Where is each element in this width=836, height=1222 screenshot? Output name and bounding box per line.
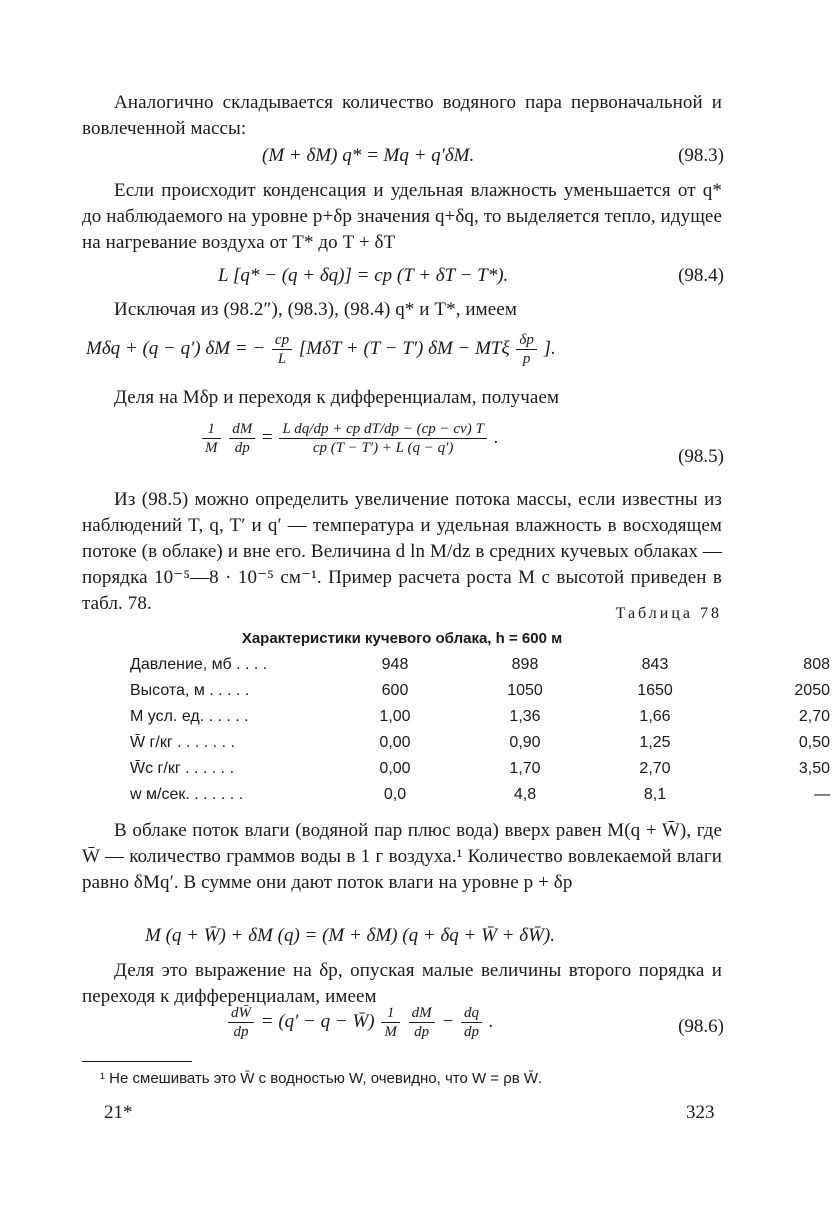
- fraction-numerator: dM: [229, 420, 255, 439]
- equation-98-6: [226, 1004, 493, 1041]
- table-cell: 0,90: [509, 734, 541, 751]
- fraction-denominator: p: [522, 351, 531, 367]
- table-cell: 0,00: [379, 734, 411, 751]
- paragraph-2: Если происходит конденсация и удельная влажность уменьшается от q* до наблюдаемого на уровне p+δp значения q+δq, то выделяется тепло, идущее на нагревание воздуха от T* до T + δT: [82, 180, 722, 253]
- fraction-one-over-M: [202, 420, 221, 457]
- equation-98-3: (M + δM) q* = Mq + q′δM.: [262, 145, 475, 166]
- equation-number-98-5: (98.5): [678, 446, 724, 467]
- table-cell: 4,8: [513, 786, 537, 803]
- table-row: [130, 652, 830, 678]
- row-label: W̄ г/кг . . . . . . .: [130, 734, 235, 751]
- page-number: 323: [686, 1102, 715, 1123]
- signature-mark: 21*: [104, 1102, 133, 1123]
- table-row: [130, 782, 830, 808]
- table-cell: 1,70: [509, 760, 541, 777]
- equation-part: ].: [543, 337, 556, 359]
- fraction-numerator: cp: [272, 331, 292, 350]
- table-cell: 843: [641, 656, 669, 673]
- equation-part: [MδT + (T − T′) δM − MTξ: [298, 337, 510, 359]
- paragraph-6: В облаке поток влаги (водяной пар плюс вода) вверх равен M(q + W̄), где W̄ — количество граммов воды в 1 г воздуха.¹ Количество вовлекаемой влаги равно δMq′. В сумме они дают поток влаги на уровне p + δp: [82, 820, 722, 893]
- row-label: W̄c г/кг . . . . . .: [130, 760, 235, 777]
- paragraph-1: Аналогично складывается количество водяного пара первоначальной и вовлеченной массы:: [82, 92, 722, 139]
- equation-number-98-3: (98.3): [678, 145, 724, 166]
- table-cell: 808: [803, 656, 830, 673]
- paragraph-4: Деля на Mδp и переходя к дифференциалам, получаем: [114, 387, 560, 408]
- fraction-denominator: dp: [233, 1024, 249, 1040]
- table-cell: 2050: [794, 682, 830, 699]
- table-cell: 1,00: [379, 708, 411, 725]
- table-cell: 0,0: [383, 786, 407, 803]
- equation-part: = (q′ − q − W̄): [260, 1010, 375, 1032]
- table-cell: 1050: [507, 682, 543, 699]
- table-row: [130, 756, 830, 782]
- fraction-numerator: δp: [516, 331, 536, 350]
- fraction-denominator: dp: [463, 1024, 479, 1040]
- fraction-main: [279, 420, 486, 457]
- footnote-rule: [82, 1061, 192, 1062]
- cloud-characteristics-table: [130, 652, 830, 808]
- table-cell: 898: [511, 656, 539, 673]
- table-cell: 1,36: [509, 708, 541, 725]
- table-row: [130, 730, 830, 756]
- fraction-denominator: L: [277, 351, 287, 367]
- fraction-denominator: M: [384, 1024, 397, 1040]
- equation-intermediate: [86, 331, 556, 368]
- table-cell: 1650: [637, 682, 673, 699]
- equation-number-98-6: (98.6): [678, 1016, 724, 1037]
- table-cell: 600: [381, 682, 409, 699]
- paragraph-5: Из (98.5) можно определить увеличение потока массы, если известны из наблюдений T, q, T′ и q′ — температура и удельная влажность в восходящем потоке (в облаке) и вне его. Величина d ln M/dz в средних кучевых облаках — порядка 10⁻⁵—8 · 10⁻⁵ см⁻¹. Пример расчета роста M с высотой приведен в табл. 78.: [82, 489, 722, 614]
- fraction-one-over-M: [381, 1004, 400, 1041]
- fraction-dW-over-dp: [228, 1004, 254, 1041]
- equation-part: −: [441, 1010, 455, 1032]
- fraction-cp-over-L: [272, 331, 292, 368]
- equation-number-98-4: (98.4): [678, 265, 724, 286]
- row-label: Давление, мб . . . .: [130, 656, 268, 673]
- table-cell: 0,00: [379, 760, 411, 777]
- table-cell: 2,70: [798, 708, 830, 725]
- fraction-dM-over-dp: [409, 1004, 435, 1041]
- row-label: w м/сек. . . . . . .: [130, 786, 244, 803]
- equation-part: Mδq + (q − q′) δM = −: [86, 337, 266, 359]
- table-cell: 948: [381, 656, 409, 673]
- fraction-dM-over-dp: [229, 420, 255, 457]
- fraction-numerator: 1: [202, 420, 221, 439]
- table-caption: Таблица 78: [615, 605, 722, 622]
- table-row: [130, 678, 830, 704]
- equation-moisture-flux: M (q + W̄) + δM (q) = (M + δM) (q + δq + W̄ + δW̄).: [145, 925, 555, 946]
- fraction-dp-over-p: [516, 331, 536, 368]
- table-cell: 3,50: [798, 760, 830, 777]
- fraction-denominator: M: [205, 440, 218, 456]
- equation-98-4: L [q* − (q + δq)] = cp (T + δT − T*).: [218, 265, 509, 286]
- table-cell: 1,25: [639, 734, 671, 751]
- table-title: Характеристики кучевого облака, h = 600 м: [241, 630, 563, 647]
- table-cell: 0,50: [798, 734, 830, 751]
- equation-98-5: $\frac{1}{M}$ $\frac{dM}{dp}$ = $\frac{\text{L dq/dp + cp dT/dp − (cp − cv) T}}{cp (T - T') + L (q - q')}$ .: [200, 420, 498, 457]
- table-cell: 2,70: [639, 760, 671, 777]
- fraction-denominator: cp (T − T′) + L (q − q′): [312, 440, 454, 456]
- fraction-dq-over-dp: [461, 1004, 482, 1041]
- paragraph-3: Исключая из (98.2″), (98.3), (98.4) q* и T*, имеем: [114, 299, 517, 320]
- fraction-numerator: 1: [381, 1004, 400, 1023]
- row-label: M усл. ед. . . . . .: [130, 708, 249, 725]
- table-cell: 1,66: [639, 708, 671, 725]
- table-cell: 8,1: [643, 786, 667, 803]
- fraction-numerator: L dq/dp + cp dT/dp − (cp − cv) T: [279, 420, 486, 439]
- paragraph-7: Деля это выражение на δp, опуская малые величины второго порядка и переходя к дифференциалам, имеем: [82, 960, 722, 1007]
- fraction-numerator: dW̄: [228, 1004, 254, 1023]
- equation-part: .: [488, 1010, 494, 1032]
- row-label: Высота, м . . . . .: [130, 682, 250, 699]
- fraction-denominator: dp: [414, 1024, 430, 1040]
- table-cell: —: [814, 786, 830, 803]
- fraction-numerator: dM: [409, 1004, 435, 1023]
- fraction-numerator: dq: [461, 1004, 482, 1023]
- fraction-denominator: dp: [234, 440, 250, 456]
- footnote: ¹ Не смешивать это W̄ с водностью W, очевидно, что W = ρв W̄.: [100, 1070, 543, 1087]
- table-row: [130, 704, 830, 730]
